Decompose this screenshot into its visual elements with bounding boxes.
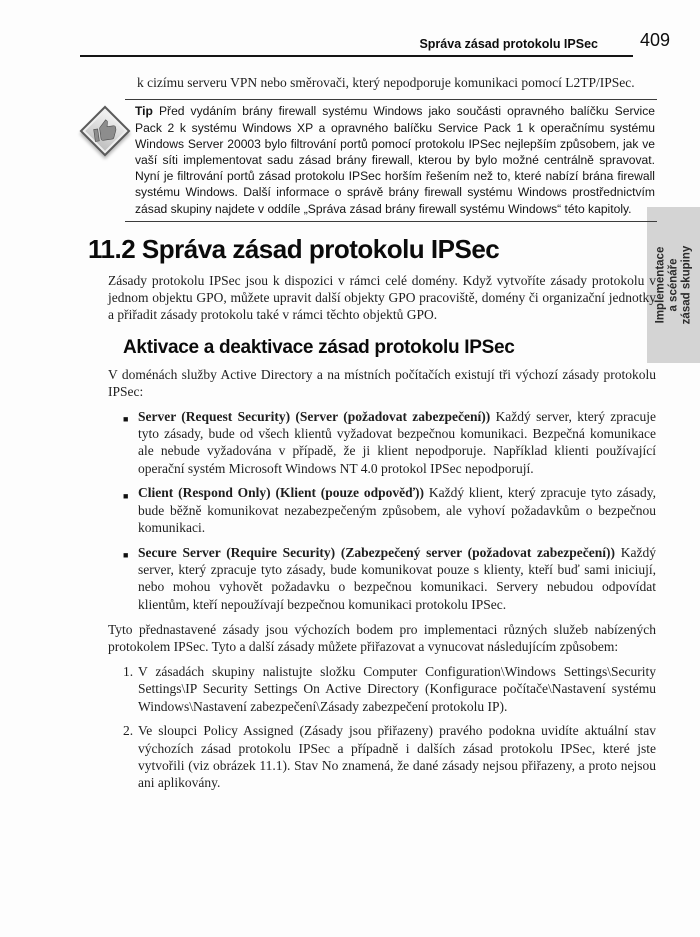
- intro-paragraph: k cizímu serveru VPN nebo směrovači, který nepodporuje komunikaci pomocí L2TP/IPSec.: [137, 75, 635, 90]
- steps-list: [123, 663, 656, 792]
- running-head-title: Správa zásad protokolu IPSec: [419, 37, 598, 51]
- subsection-paragraph: V doménách služby Active Directory a na místních počítačích existují tři výchozí zásady protokolu IPSec:: [108, 366, 656, 399]
- policy-description: Každý server, který zpracuje tyto zásady, bude komunikovat pouze s klienty, kteří buď sami iniciují, nebo mohou vyhovět požadavku o bezpečnou komunikaci. Servery nebudou odpovídat klientům, kteří nepoužívají bezpečnou komunikaci protokolu IPSec.: [138, 544, 656, 612]
- thumbs-up-diamond-icon: [78, 104, 132, 158]
- side-tab-line-1: Implementace: [654, 246, 666, 324]
- step-text: V zásadách skupiny nalistujte složku Computer Configuration\Windows Settings\Security Settings\IP Security Settings On Active Directory (Konfigurace počítače\Nastavení systému Windows\Nastavení zabezpečení\Zásady zabezpečení protokolu IP).: [138, 664, 656, 714]
- list-item: [123, 408, 656, 477]
- tip-body: Před vydáním brány firewall systému Windows jako součásti opravného balíčku Service Pack 2 k systému Windows XP a opravného balíčku Service Pack 1 k operačnímu systému Windows Server 20003 bylo filtrování portů pomocí protokolu IPSec nejlepším způsobem, jak ve vaší síti implementovat sadu zásad brány firewall, kterou by bylo možné centrálně spravovat. Nyní je filtrování portů zásad protokolu IPSec horším řešením než to, které nabízí brána firewall systému Windows. Další informace o správě brány firewall systému Windows prostřednictvím zásad skupiny najdete v oddíle „Správa zásad brány firewall systému Windows“ této kapitoly.: [135, 104, 655, 216]
- outro-paragraph: Tyto přednastavené zásady jsou výchozích bodem pro implementaci různých služeb nabízených protokolem IPSec. Tyto a další zásady můžete přiřazovat a vynucovat následujícím způsobem:: [108, 621, 656, 655]
- policy-bullet-list: [123, 408, 656, 613]
- thumbs-up-glyph: [91, 118, 118, 145]
- tip-text: [135, 103, 655, 216]
- section-heading: 11.2 Správa zásad protokolu IPSec: [88, 233, 500, 264]
- subsection-heading: Aktivace a deaktivace zásad protokolu IPSec: [123, 336, 515, 358]
- tip-label: Tip: [135, 104, 153, 119]
- list-item: [123, 663, 656, 715]
- policy-term: Secure Server (Require Security) (Zabezpečený server (požadovat zabezpečení)): [138, 544, 616, 560]
- side-tab-line-3: zásad skupiny: [680, 245, 692, 325]
- page-number: 409: [639, 30, 670, 50]
- policy-term: Server (Request Security) (Server (požadovat zabezpečení)): [138, 408, 491, 424]
- bullet-square-icon: ■: [123, 414, 129, 425]
- step-number: 1.: [123, 664, 134, 680]
- policy-description: Každý server, který zpracuje tyto zásady, bude od všech klientů vyžadovat bezpečnou komunikaci. Bezpečná komunikace ale nebude vyžadována v případě, že ji klient nepodporuje. Například klienti používající operační systém Microsoft Windows NT 4.0 protokol IPSec nepodporují.: [138, 408, 657, 476]
- list-item: [123, 484, 656, 536]
- side-tab-line-2: a scénáře: [667, 258, 679, 312]
- policy-term: Client (Respond Only) (Klient (pouze odpověď)): [138, 485, 425, 501]
- section-paragraph: Zásady protokolu IPSec jsou k dispozici v rámci celé domény. Když vytvoříte zásady protokolu v jednom objektu GPO, můžete upravit další objekty GPO pracoviště, domény či organizační jednotky a přiřadit zásady protokolu také v rámci těchto objektů GPO.: [108, 272, 656, 323]
- step-number: 2.: [123, 723, 134, 739]
- step-text: Ve sloupci Policy Assigned (Zásady jsou přiřazeny) pravého podokna uvidíte aktuální stav výchozích zásad protokolu IPSec a případně i dalších zásad protokolu IPSec, které jste vytvořili (viz obrázek 11.1). Stav No znamená, že dané zásady nejsou přiřazeny, a proto nejsou ani aplikovány.: [138, 723, 656, 791]
- list-item: [123, 722, 656, 791]
- bullet-square-icon: ■: [123, 550, 129, 561]
- policy-description: Každý klient, který zpracuje tyto zásady, bude běžně komunikovat nezabezpečeným způsobem, ale vyhoví požadavkům o bezpečnou komunikaci.: [138, 485, 657, 535]
- header-rule: [80, 55, 633, 57]
- list-item: [123, 544, 656, 613]
- tip-box: [125, 99, 657, 221]
- page-content: [0, 74, 700, 792]
- bullet-square-icon: ■: [123, 490, 129, 501]
